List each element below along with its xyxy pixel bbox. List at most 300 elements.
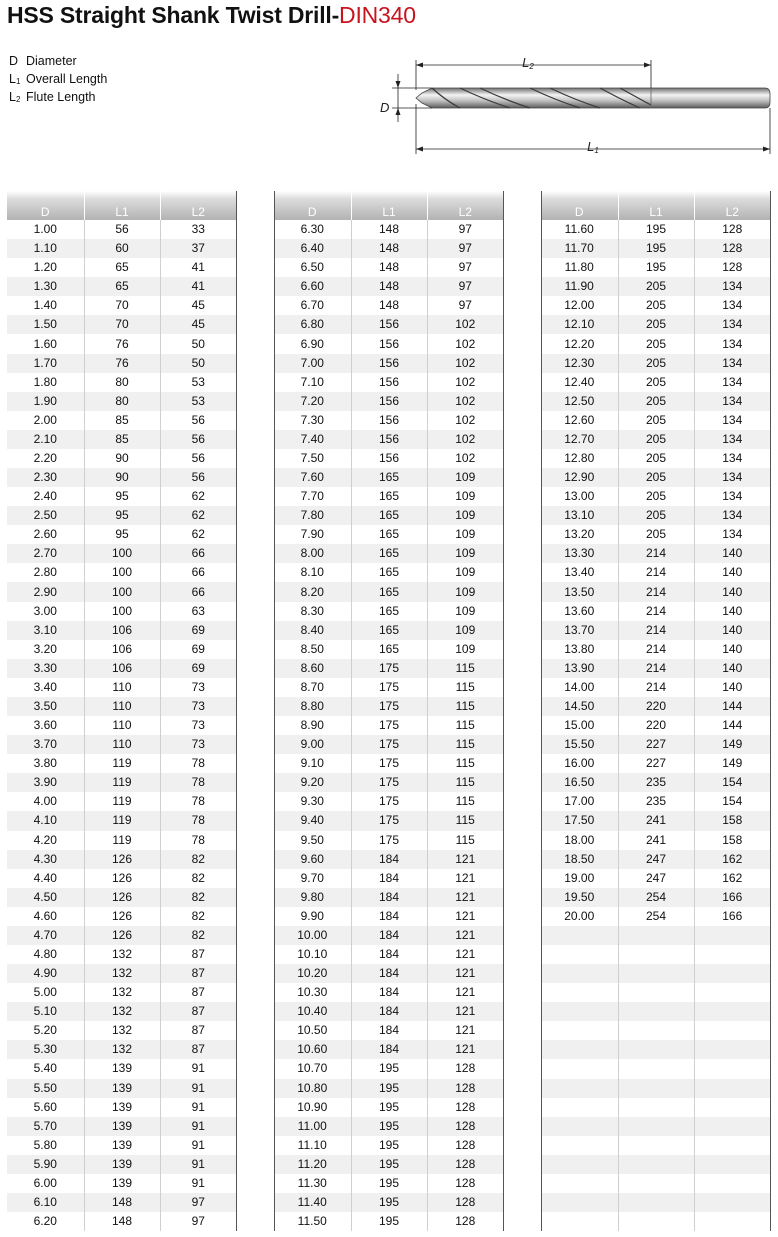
cell-flute-length: 82 — [160, 869, 236, 888]
cell-diameter: 2.90 — [7, 582, 84, 601]
table-row — [7, 1079, 236, 1098]
cell-flute-length — [694, 1212, 770, 1231]
table-row — [274, 1098, 503, 1117]
cell-flute-length: 134 — [694, 296, 770, 315]
cell-overall-length: 148 — [84, 1193, 160, 1212]
table-row — [7, 850, 236, 869]
cell-flute-length: 69 — [160, 640, 236, 659]
cell-flute-length: 121 — [427, 888, 503, 907]
cell-flute-length: 134 — [694, 449, 770, 468]
cell-overall-length: 126 — [84, 926, 160, 945]
cell-flute-length: 134 — [694, 392, 770, 411]
table-row — [274, 831, 503, 850]
cell-flute-length: 97 — [427, 239, 503, 258]
cell-overall-length: 165 — [351, 487, 427, 506]
cell-diameter: 12.90 — [541, 468, 618, 487]
cell-overall-length — [618, 1059, 694, 1078]
cell-diameter: 8.40 — [274, 621, 351, 640]
cell-diameter: 1.90 — [7, 392, 84, 411]
cell-diameter: 8.00 — [274, 544, 351, 563]
cell-overall-length: 139 — [84, 1059, 160, 1078]
cell-flute-length: 158 — [694, 811, 770, 830]
table-row — [7, 1021, 236, 1040]
cell-overall-length: 205 — [618, 373, 694, 392]
cell-flute-length: 128 — [427, 1098, 503, 1117]
cell-overall-length: 205 — [618, 315, 694, 334]
empty-row — [541, 1193, 770, 1212]
cell-diameter: 12.50 — [541, 392, 618, 411]
table-row — [274, 449, 503, 468]
cell-diameter: 5.60 — [7, 1098, 84, 1117]
cell-diameter — [541, 1079, 618, 1098]
cell-flute-length: 82 — [160, 926, 236, 945]
cell-diameter: 7.70 — [274, 487, 351, 506]
cell-flute-length: 166 — [694, 907, 770, 926]
cell-overall-length: 205 — [618, 296, 694, 315]
cell-flute-length: 134 — [694, 506, 770, 525]
table-row — [541, 907, 770, 926]
cell-overall-length: 175 — [351, 811, 427, 830]
table-divider — [541, 191, 542, 1231]
cell-overall-length — [618, 1040, 694, 1059]
table-header — [541, 191, 770, 220]
cell-overall-length: 65 — [84, 258, 160, 277]
cell-diameter: 9.00 — [274, 735, 351, 754]
table-row — [274, 1079, 503, 1098]
cell-flute-length: 109 — [427, 582, 503, 601]
table-row — [7, 907, 236, 926]
cell-flute-length: 115 — [427, 735, 503, 754]
header-l1: L1 — [618, 191, 694, 220]
cell-overall-length: 100 — [84, 582, 160, 601]
table-row — [7, 945, 236, 964]
cell-flute-length: 109 — [427, 640, 503, 659]
cell-flute-length: 109 — [427, 487, 503, 506]
cell-diameter: 5.70 — [7, 1117, 84, 1136]
cell-diameter: 5.40 — [7, 1059, 84, 1078]
table-row — [274, 735, 503, 754]
cell-diameter: 7.90 — [274, 525, 351, 544]
table-row — [274, 697, 503, 716]
cell-overall-length: 205 — [618, 334, 694, 353]
cell-overall-length: 119 — [84, 792, 160, 811]
cell-diameter: 5.50 — [7, 1079, 84, 1098]
cell-overall-length: 80 — [84, 392, 160, 411]
table-row — [274, 315, 503, 334]
cell-flute-length: 121 — [427, 1002, 503, 1021]
size-table-1 — [7, 191, 236, 1231]
cell-flute-length: 149 — [694, 754, 770, 773]
cell-diameter: 11.50 — [274, 1212, 351, 1231]
cell-flute-length: 128 — [694, 239, 770, 258]
table-row — [274, 869, 503, 888]
cell-flute-length — [694, 1002, 770, 1021]
table-row — [7, 1212, 236, 1231]
cell-flute-length: 140 — [694, 563, 770, 582]
cell-overall-length: 110 — [84, 678, 160, 697]
cell-flute-length: 69 — [160, 621, 236, 640]
header-d: D — [274, 191, 351, 220]
cell-flute-length: 121 — [427, 1021, 503, 1040]
table-row — [274, 525, 503, 544]
cell-diameter: 5.90 — [7, 1155, 84, 1174]
cell-diameter: 9.40 — [274, 811, 351, 830]
legend-label: Flute Length — [26, 90, 96, 104]
table-header — [7, 191, 236, 220]
cell-flute-length: 102 — [427, 449, 503, 468]
cell-diameter: 12.20 — [541, 334, 618, 353]
size-table-2 — [274, 191, 503, 1231]
cell-overall-length: 80 — [84, 373, 160, 392]
cell-flute-length: 115 — [427, 697, 503, 716]
cell-flute-length: 154 — [694, 773, 770, 792]
page-title — [7, 2, 416, 29]
table-row — [274, 1040, 503, 1059]
table-row — [7, 659, 236, 678]
cell-flute-length: 53 — [160, 392, 236, 411]
cell-overall-length: 227 — [618, 754, 694, 773]
empty-row — [541, 1079, 770, 1098]
table-row — [274, 678, 503, 697]
cell-overall-length: 195 — [351, 1174, 427, 1193]
cell-flute-length: 102 — [427, 373, 503, 392]
header-d: D — [7, 191, 84, 220]
empty-row — [541, 1117, 770, 1136]
title-main: HSS Straight Shank Twist Drill- — [7, 2, 340, 28]
table-row — [541, 640, 770, 659]
cell-flute-length: 56 — [160, 430, 236, 449]
cell-overall-length: 214 — [618, 659, 694, 678]
cell-overall-length: 195 — [351, 1098, 427, 1117]
cell-flute-length: 115 — [427, 773, 503, 792]
cell-diameter: 6.80 — [274, 315, 351, 334]
cell-diameter: 8.20 — [274, 582, 351, 601]
table-row — [7, 754, 236, 773]
legend-label: Overall Length — [26, 72, 108, 86]
cell-diameter: 3.70 — [7, 735, 84, 754]
cell-flute-length: 149 — [694, 735, 770, 754]
cell-overall-length: 175 — [351, 735, 427, 754]
cell-overall-length: 235 — [618, 792, 694, 811]
cell-diameter — [541, 1136, 618, 1155]
table-row — [541, 602, 770, 621]
cell-overall-length — [618, 1193, 694, 1212]
legend-label: Diameter — [26, 54, 77, 68]
cell-overall-length: 165 — [351, 621, 427, 640]
cell-diameter: 12.70 — [541, 430, 618, 449]
cell-flute-length: 128 — [427, 1059, 503, 1078]
table-row — [274, 983, 503, 1002]
cell-overall-length: 175 — [351, 659, 427, 678]
cell-flute-length: 134 — [694, 411, 770, 430]
table-row — [7, 1059, 236, 1078]
cell-diameter: 6.20 — [7, 1212, 84, 1231]
cell-overall-length: 110 — [84, 697, 160, 716]
cell-diameter: 3.10 — [7, 621, 84, 640]
cell-flute-length: 128 — [427, 1079, 503, 1098]
cell-flute-length: 109 — [427, 544, 503, 563]
table-row — [541, 811, 770, 830]
cell-flute-length: 87 — [160, 1002, 236, 1021]
table-row — [541, 258, 770, 277]
cell-flute-length: 97 — [427, 220, 503, 239]
cell-diameter: 7.40 — [274, 430, 351, 449]
cell-overall-length — [618, 1002, 694, 1021]
cell-flute-length — [694, 1059, 770, 1078]
cell-overall-length: 205 — [618, 449, 694, 468]
table-row — [7, 277, 236, 296]
table-row — [541, 678, 770, 697]
cell-overall-length: 254 — [618, 907, 694, 926]
empty-row — [541, 1212, 770, 1231]
cell-overall-length: 110 — [84, 716, 160, 735]
empty-row — [541, 983, 770, 1002]
size-table-3 — [541, 191, 770, 1231]
cell-overall-length: 195 — [351, 1079, 427, 1098]
cell-overall-length: 184 — [351, 1021, 427, 1040]
cell-overall-length: 126 — [84, 907, 160, 926]
table-row — [7, 964, 236, 983]
cell-diameter: 13.70 — [541, 621, 618, 640]
cell-diameter: 20.00 — [541, 907, 618, 926]
table-row — [274, 1059, 503, 1078]
cell-overall-length: 85 — [84, 411, 160, 430]
cell-overall-length: 119 — [84, 754, 160, 773]
cell-diameter: 1.60 — [7, 334, 84, 353]
cell-diameter: 6.30 — [274, 220, 351, 239]
cell-flute-length: 109 — [427, 468, 503, 487]
table-row — [274, 392, 503, 411]
cell-diameter: 17.00 — [541, 792, 618, 811]
table-row — [274, 907, 503, 926]
cell-flute-length: 158 — [694, 831, 770, 850]
cell-overall-length — [618, 1136, 694, 1155]
cell-diameter — [541, 1155, 618, 1174]
table-row — [541, 506, 770, 525]
cell-flute-length: 97 — [160, 1212, 236, 1231]
cell-overall-length: 205 — [618, 277, 694, 296]
cell-flute-length: 87 — [160, 983, 236, 1002]
cell-diameter: 4.20 — [7, 831, 84, 850]
cell-diameter: 19.50 — [541, 888, 618, 907]
cell-diameter: 9.10 — [274, 754, 351, 773]
table-row — [274, 1117, 503, 1136]
empty-row — [541, 1136, 770, 1155]
cell-flute-length: 115 — [427, 659, 503, 678]
table-row — [541, 525, 770, 544]
cell-diameter: 7.30 — [274, 411, 351, 430]
table-row — [541, 582, 770, 601]
cell-flute-length: 121 — [427, 1040, 503, 1059]
empty-row — [541, 926, 770, 945]
cell-flute-length: 140 — [694, 544, 770, 563]
cell-flute-length — [694, 1193, 770, 1212]
cell-flute-length — [694, 1117, 770, 1136]
cell-overall-length: 247 — [618, 850, 694, 869]
cell-overall-length: 106 — [84, 659, 160, 678]
table-row — [541, 315, 770, 334]
cell-flute-length: 128 — [427, 1117, 503, 1136]
cell-overall-length: 119 — [84, 773, 160, 792]
cell-diameter: 16.50 — [541, 773, 618, 792]
table-row — [7, 869, 236, 888]
table-row — [7, 525, 236, 544]
cell-overall-length: 184 — [351, 888, 427, 907]
cell-diameter: 1.20 — [7, 258, 84, 277]
cell-flute-length — [694, 1021, 770, 1040]
cell-diameter — [541, 945, 618, 964]
legend-symbol: D — [9, 54, 19, 68]
cell-diameter: 10.80 — [274, 1079, 351, 1098]
cell-diameter: 5.20 — [7, 1021, 84, 1040]
table-row — [7, 563, 236, 582]
table-row — [541, 544, 770, 563]
cell-flute-length: 134 — [694, 430, 770, 449]
header-l1: L1 — [351, 191, 427, 220]
cell-overall-length: 148 — [351, 296, 427, 315]
table-divider — [274, 191, 275, 1231]
cell-diameter: 7.00 — [274, 354, 351, 373]
cell-overall-length: 195 — [618, 220, 694, 239]
empty-row — [541, 1059, 770, 1078]
cell-diameter: 8.80 — [274, 697, 351, 716]
cell-overall-length: 184 — [351, 850, 427, 869]
cell-overall-length: 95 — [84, 525, 160, 544]
table-row — [541, 735, 770, 754]
cell-diameter — [541, 926, 618, 945]
cell-flute-length: 109 — [427, 525, 503, 544]
header-d: D — [541, 191, 618, 220]
legend-overall-length — [9, 71, 107, 89]
l2-label: L2 — [522, 55, 534, 71]
cell-flute-length: 45 — [160, 315, 236, 334]
cell-diameter: 2.30 — [7, 468, 84, 487]
table-row — [541, 563, 770, 582]
cell-diameter: 4.30 — [7, 850, 84, 869]
cell-overall-length: 195 — [351, 1136, 427, 1155]
table-row — [274, 334, 503, 353]
cell-diameter — [541, 1021, 618, 1040]
cell-flute-length — [694, 1136, 770, 1155]
cell-overall-length: 95 — [84, 506, 160, 525]
cell-flute-length: 102 — [427, 411, 503, 430]
table-row — [274, 563, 503, 582]
cell-diameter: 9.80 — [274, 888, 351, 907]
cell-overall-length: 110 — [84, 735, 160, 754]
table-row — [274, 640, 503, 659]
cell-diameter: 3.90 — [7, 773, 84, 792]
cell-diameter: 13.00 — [541, 487, 618, 506]
cell-diameter: 3.50 — [7, 697, 84, 716]
cell-flute-length: 66 — [160, 563, 236, 582]
cell-overall-length: 165 — [351, 544, 427, 563]
cell-flute-length: 50 — [160, 354, 236, 373]
cell-flute-length — [694, 983, 770, 1002]
cell-overall-length: 139 — [84, 1155, 160, 1174]
cell-flute-length: 140 — [694, 582, 770, 601]
cell-diameter — [541, 964, 618, 983]
cell-overall-length: 254 — [618, 888, 694, 907]
cell-diameter: 6.90 — [274, 334, 351, 353]
table-divider — [770, 191, 771, 1231]
cell-flute-length — [694, 1174, 770, 1193]
cell-diameter: 18.50 — [541, 850, 618, 869]
cell-flute-length: 37 — [160, 239, 236, 258]
cell-flute-length: 56 — [160, 449, 236, 468]
cell-overall-length: 214 — [618, 544, 694, 563]
cell-flute-length: 128 — [427, 1136, 503, 1155]
table-row — [7, 773, 236, 792]
cell-diameter: 5.00 — [7, 983, 84, 1002]
cell-flute-length: 121 — [427, 869, 503, 888]
cell-flute-length: 45 — [160, 296, 236, 315]
table-row — [274, 964, 503, 983]
cell-flute-length: 97 — [427, 296, 503, 315]
table-row — [274, 792, 503, 811]
table-row — [274, 1212, 503, 1231]
cell-diameter: 9.60 — [274, 850, 351, 869]
cell-flute-length: 115 — [427, 831, 503, 850]
cell-overall-length: 184 — [351, 869, 427, 888]
cell-overall-length: 205 — [618, 468, 694, 487]
cell-overall-length: 175 — [351, 754, 427, 773]
cell-flute-length: 121 — [427, 945, 503, 964]
cell-flute-length: 78 — [160, 811, 236, 830]
cell-overall-length: 156 — [351, 315, 427, 334]
cell-diameter: 10.10 — [274, 945, 351, 964]
empty-row — [541, 1040, 770, 1059]
cell-flute-length: 144 — [694, 716, 770, 735]
cell-flute-length: 140 — [694, 640, 770, 659]
cell-diameter: 14.50 — [541, 697, 618, 716]
twist-drill-drawing — [370, 50, 775, 160]
table-row — [541, 869, 770, 888]
table-row — [7, 1002, 236, 1021]
table-row — [541, 850, 770, 869]
cell-flute-length: 66 — [160, 582, 236, 601]
cell-diameter: 6.10 — [7, 1193, 84, 1212]
empty-row — [541, 1155, 770, 1174]
cell-diameter: 10.70 — [274, 1059, 351, 1078]
cell-flute-length: 56 — [160, 468, 236, 487]
cell-flute-length: 91 — [160, 1155, 236, 1174]
cell-flute-length: 121 — [427, 907, 503, 926]
cell-flute-length: 128 — [694, 220, 770, 239]
cell-diameter: 2.10 — [7, 430, 84, 449]
cell-diameter: 5.30 — [7, 1040, 84, 1059]
table-row — [274, 659, 503, 678]
cell-diameter: 13.80 — [541, 640, 618, 659]
cell-flute-length: 121 — [427, 926, 503, 945]
cell-overall-length: 214 — [618, 582, 694, 601]
cell-overall-length: 165 — [351, 506, 427, 525]
cell-diameter: 1.00 — [7, 220, 84, 239]
cell-overall-length: 165 — [351, 582, 427, 601]
cell-flute-length: 134 — [694, 468, 770, 487]
cell-overall-length: 184 — [351, 926, 427, 945]
cell-overall-length: 132 — [84, 945, 160, 964]
cell-flute-length: 128 — [427, 1193, 503, 1212]
cell-flute-length: 128 — [694, 258, 770, 277]
table-row — [7, 697, 236, 716]
cell-diameter: 3.00 — [7, 602, 84, 621]
table-row — [274, 220, 503, 239]
table-row — [7, 315, 236, 334]
table-row — [274, 487, 503, 506]
cell-diameter: 16.00 — [541, 754, 618, 773]
cell-overall-length — [618, 1155, 694, 1174]
cell-flute-length: 91 — [160, 1117, 236, 1136]
